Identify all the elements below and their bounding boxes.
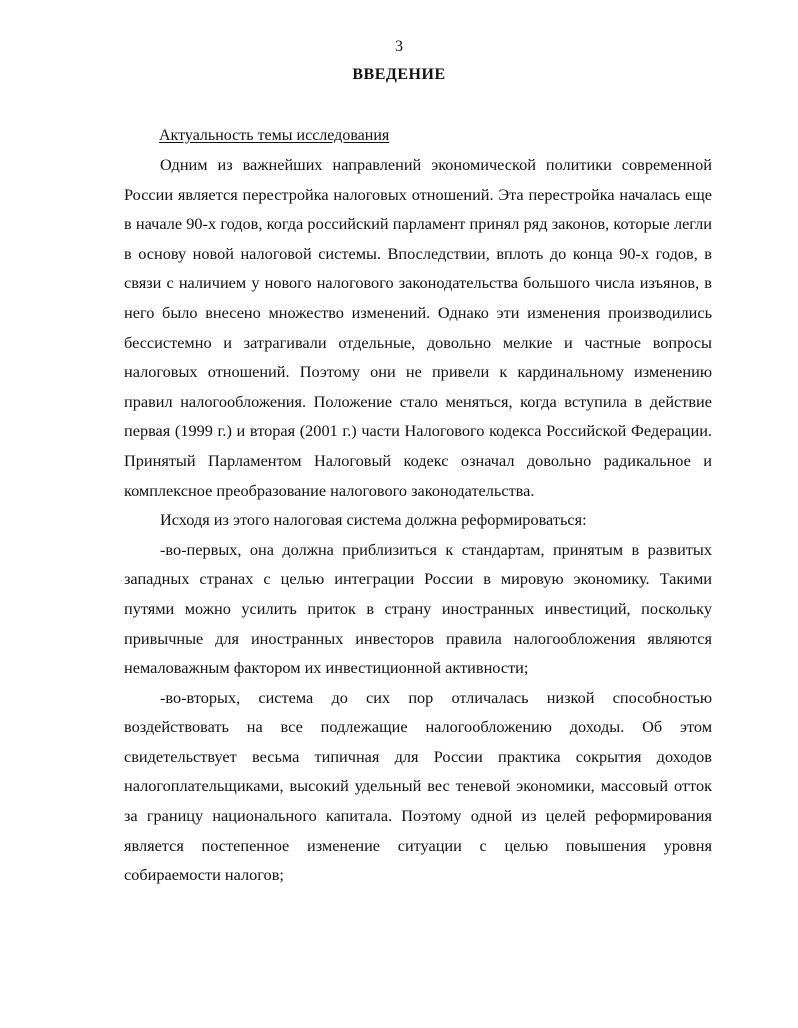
paragraph-first-point: -во-первых, она должна приблизиться к стандартам, принятым в развитых западных странах с целью интеграции России в мировую экономику. Такими путями можно усилить приток в страну иностранных инвестиций, поскольку привычные для иностранных инвесторов правила налогообложения являются немаловажным фактором их инвестиционной активности; [124,539,712,678]
paragraph-second-point: -во-вторых, система до сих пор отличалась низкой способностью воздействовать на все подлежащие налогообложению доходы. Об этом свидетельствует весьма типичная для России практика сокрытия доходов налогоплательщиками, высокий удельный вес теневой экономики, массовый отток за границу национального капитала. Поэтому одной из целей реформирования является постепенное изменение ситуации с целью повышения уровня собираемости налогов; [124,687,712,885]
body-text [124,150,712,890]
page-number: 3 [395,38,403,55]
paragraph-intro: Одним из важнейших направлений экономической политики современной России является перестройка налоговых отношений. Эта перестройка началась еще в начале 90-х годов, когда российский парламент принял ряд законов, которые легли в основу новой налоговой системы. Впоследствии, вплоть до конца 90-х годов, в связи с наличием у нового налогового законодательства большого числа изъянов, в него было внесено множество изменений. Однако эти изменения производились бессистемно и затрагивали отдельные, довольно мелкие и частные вопросы налоговых отношений. Поэтому они не привели к кардинальному изменению правил налогообложения. Положение стало меняться, когда вступила в действие первая (1999 г.) и вторая (2001 г.) части Налогового кодекса Российской Федерации. Принятый Парламентом Налоговый кодекс означал довольно радикальное и комплексное преобразование налогового законодательства. [124,155,712,500]
paragraph-reform-lead: Исходя из этого налоговая система должна реформироваться: [160,510,587,530]
section-subtitle: Актуальность темы исследования [159,127,390,144]
page-title: ВВЕДЕНИЕ [352,66,446,83]
